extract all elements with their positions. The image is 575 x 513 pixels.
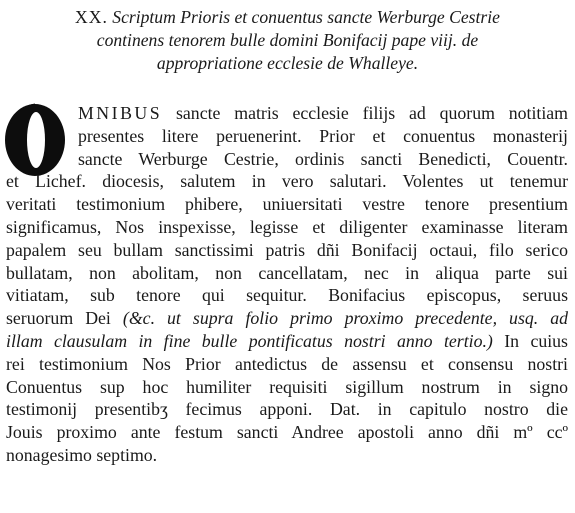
body-line: seruorum Dei (&c. ut supra folio primo proximo precedente, usq. ad	[6, 308, 569, 329]
body-line: illam clausulam in fine bulle pontificatus nostri anno tertio.) In cuius	[6, 330, 568, 351]
body-line: presentes litere peruenerint. Prior et conuentus monasterij	[78, 125, 568, 146]
document-heading	[0, 6, 575, 75]
heading-text-1: Scriptum Prioris et conuentus sancte Werburge Cestrie	[112, 7, 500, 27]
body-line: nonagesimo septimo.	[6, 444, 158, 465]
body-line: papalem seu bullam sanctissimi patris dñi Bonifacij octaui, filo serico	[6, 239, 568, 260]
body-line: MNIBUS sancte matris ecclesie filijs ad quorum notitiam	[78, 103, 568, 123]
body-line: et Lichef. diocesis, salutem in vero salutari. Volentes ut tenemur	[6, 171, 568, 192]
document-body	[6, 102, 568, 467]
heading-line-2: continens tenorem bulle domini Bonifacij pape viij. de	[96, 30, 479, 50]
document-number: XX.	[75, 7, 108, 27]
heading-line-1	[0, 6, 575, 29]
body-line: Jouis proximo ante festum sancti Andree apostoli anno dñi mº ccº	[6, 422, 568, 443]
body-line: testimonij presentibʒ fecimus apponi. Dat. in capitulo nostro die	[6, 399, 568, 420]
italic-citation: illam clausulam in fine bulle pontificatus nostri anno tertio.)	[6, 330, 493, 351]
body-line: significamus, Nos inspexisse, legisse et diligenter examinasse literam	[6, 216, 568, 237]
body-line: sancte Werburge Cestrie, ordinis sancti Benedicti, Couentr.	[78, 148, 568, 169]
body-line: bullatam, non abolitam, non cancellatam, nec in aliqua parte sui	[6, 262, 568, 283]
opening-caps: MNIBUS	[78, 103, 163, 123]
body-line: rei testimonium Nos Prior antedictus de assensu et consensu nostri	[6, 353, 568, 374]
heading-line-3: appropriatione ecclesie de Whalleye.	[156, 53, 419, 73]
body-line: vitiatam, sub tenore qui sequitur. Bonifacius episcopus, seruus	[6, 285, 568, 306]
body-line: veritati testimonium phibere, uniuersitati vestre tenore presentium	[6, 194, 568, 215]
body-line: Conuentus sup hoc humiliter requisiti sigillum nostrum in signo	[6, 376, 568, 397]
italic-citation: (&c. ut supra folio primo proximo precedente, usq. ad	[122, 308, 569, 329]
